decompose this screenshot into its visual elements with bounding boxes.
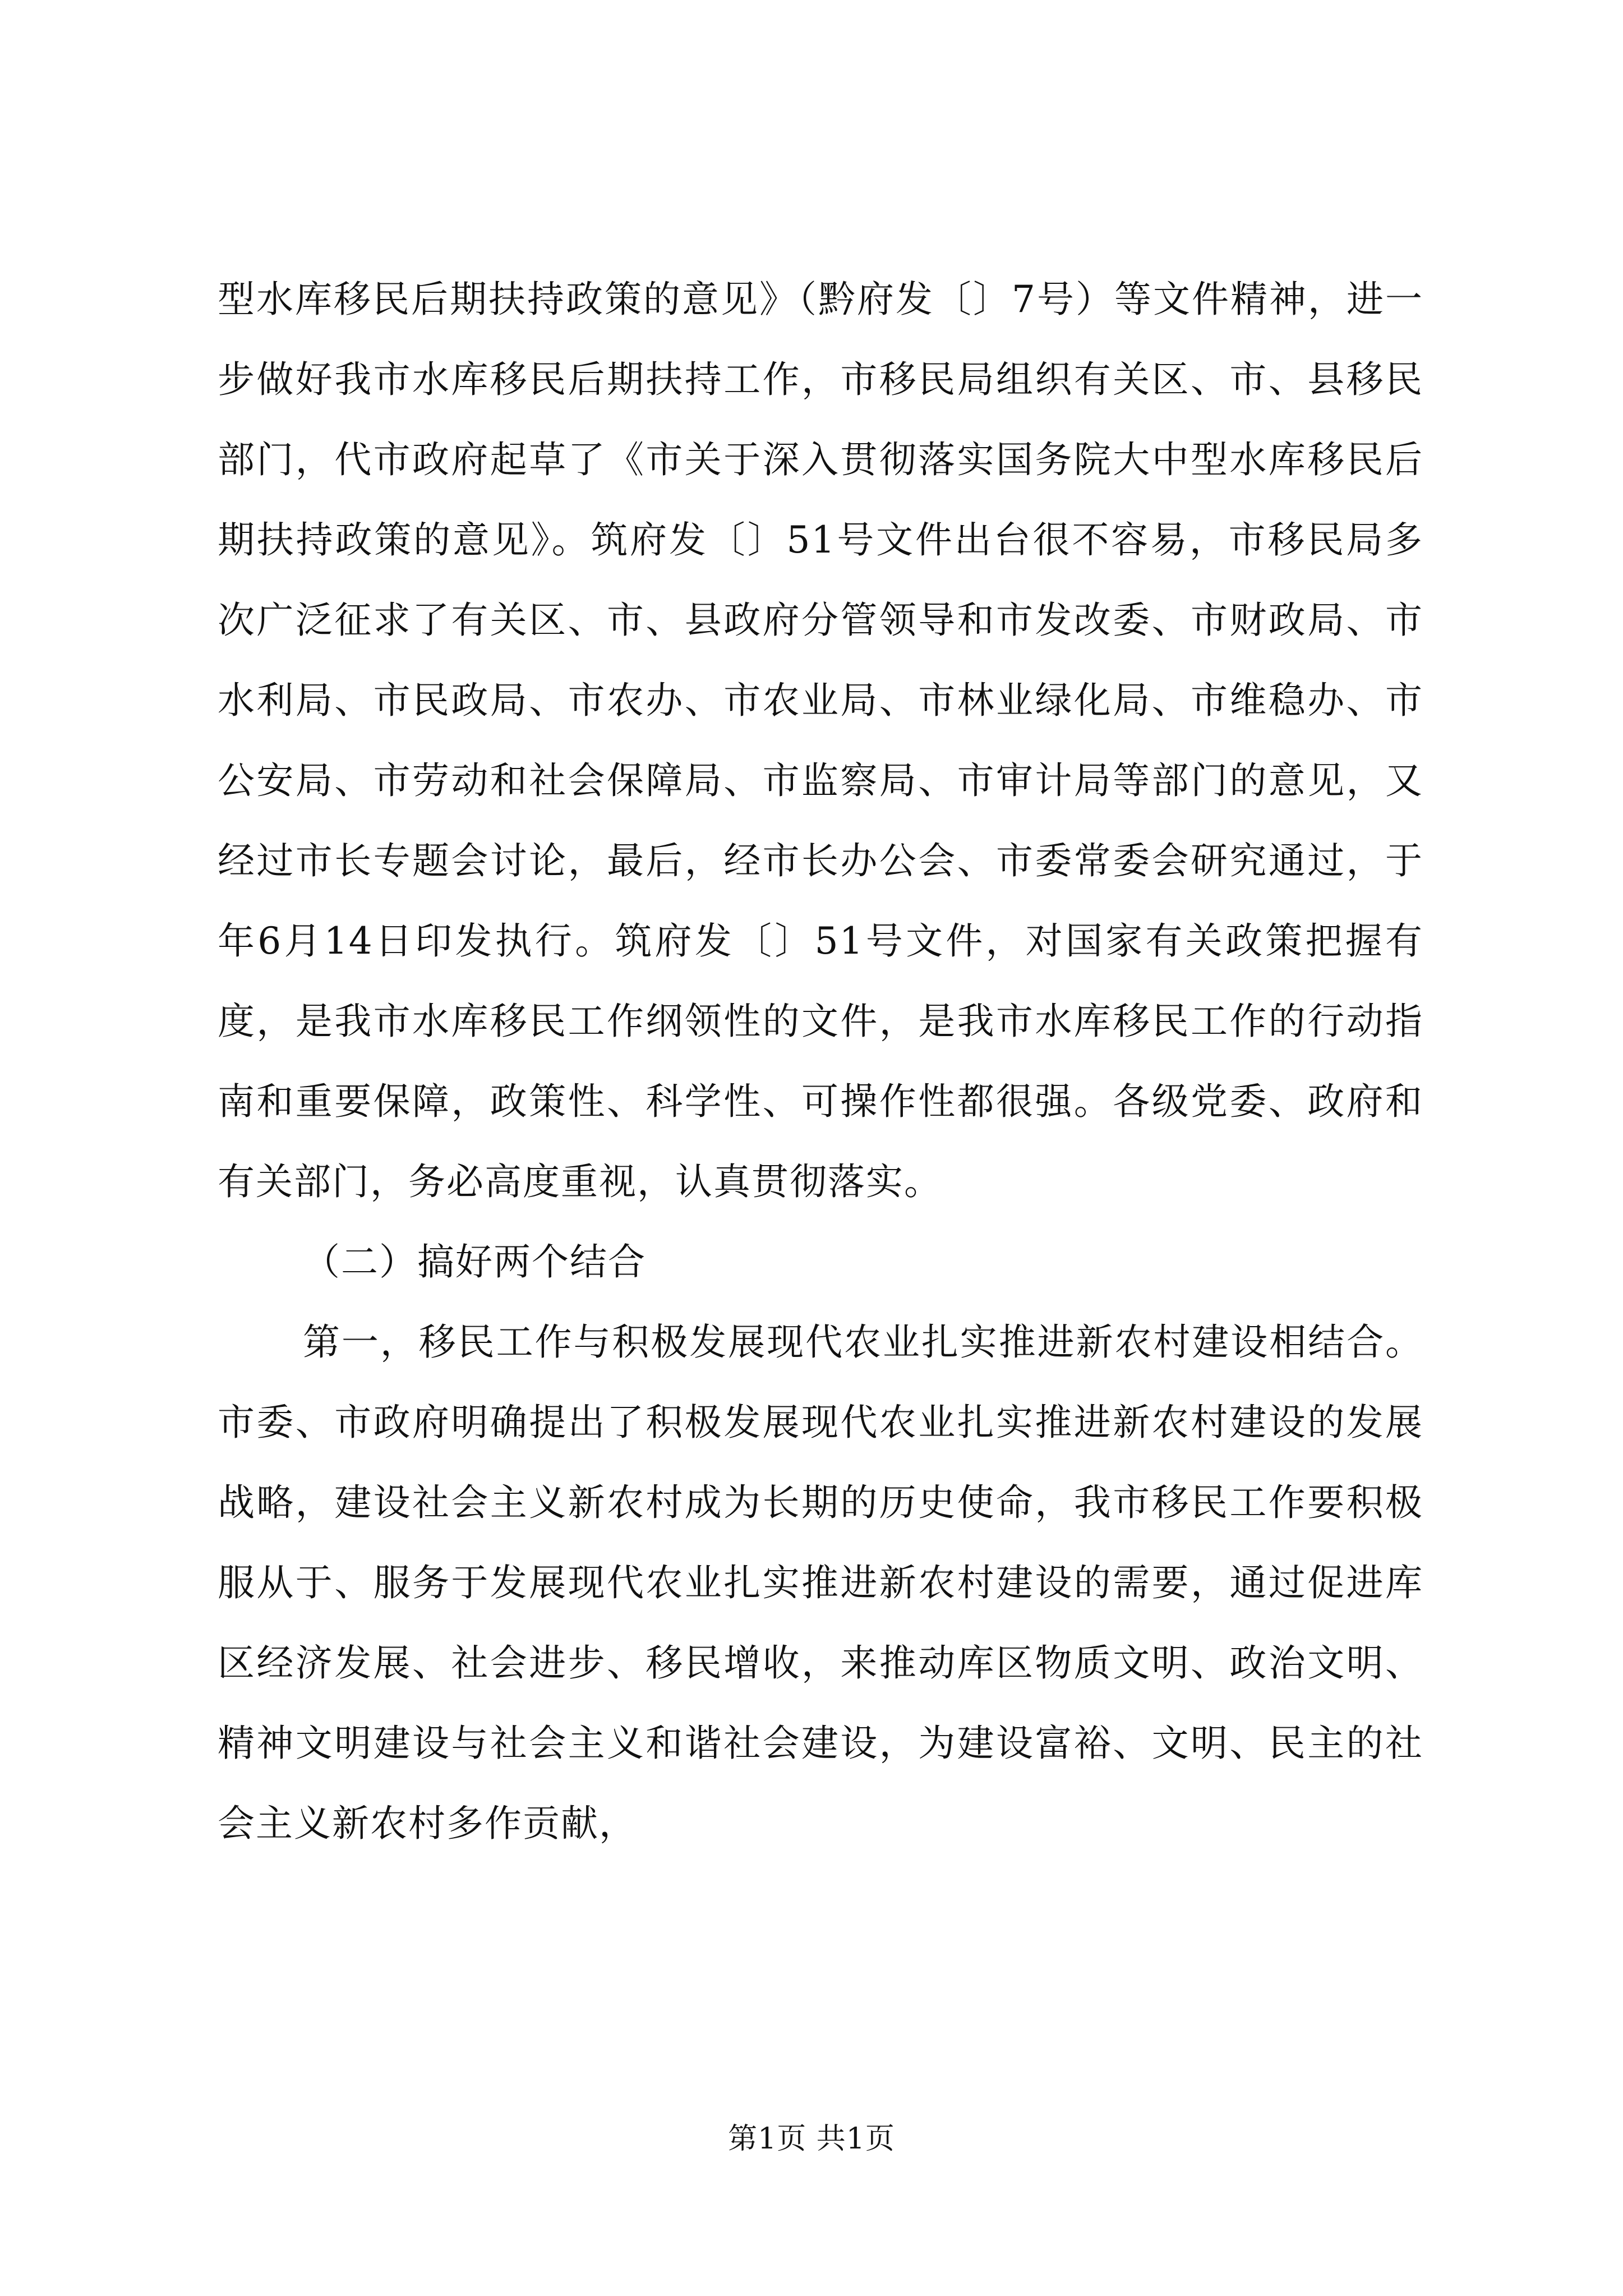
section-heading-two-combinations: （二）搞好两个结合: [303, 1240, 646, 1283]
document-body: [218, 259, 1423, 1864]
page-number-footer: 第1页 共1页: [728, 2122, 895, 2156]
paragraph-first-combination: 第一，移民工作与积极发展现代农业扎实推进新农村建设相结合。市委、市政府明确提出了积极发展现代农业扎实推进新农村建设的发展战略，建设社会主义新农村成为长期的历史使命，我市移民工作要积极服从于、服务于发展现代农业扎实推进新农村建设的需要，通过促进库区经济发展、社会进步、移民增收，来推动库区物质文明、政治文明、精神文明建设与社会主义和谐社会建设，为建设富裕、文明、民主的社会主义新农村多作贡献，: [218, 1320, 1423, 1845]
paragraph-policy-document: 型水库移民后期扶持政策的意见》（黔府发〔〕7号）等文件精神，进一步做好我市水库移民后期扶持工作，市移民局组织有关区、市、县移民部门，代市政府起草了《市关于深入贯彻落实国务院大中型水库移民后期扶持政策的意见》。筑府发〔〕51号文件出台很不容易，市移民局多次广泛征求了有关区、市、县政府分管领导和市发改委、市财政局、市水利局、市民政局、市农办、市农业局、市林业绿化局、市维稳办、市公安局、市劳动和社会保障局、市监察局、市审计局等部门的意见，又经过市长专题会讨论，最后，经市长办公会、市委常委会研究通过，于年6月14日印发执行。筑府发〔〕51号文件，对国家有关政策把握有度，是我市水库移民工作纲领性的文件，是我市水库移民工作的行动指南和重要保障，政策性、科学性、可操作性都很强。各级党委、政府和有关部门，务必高度重视，认真贯彻落实。: [218, 278, 1423, 1203]
